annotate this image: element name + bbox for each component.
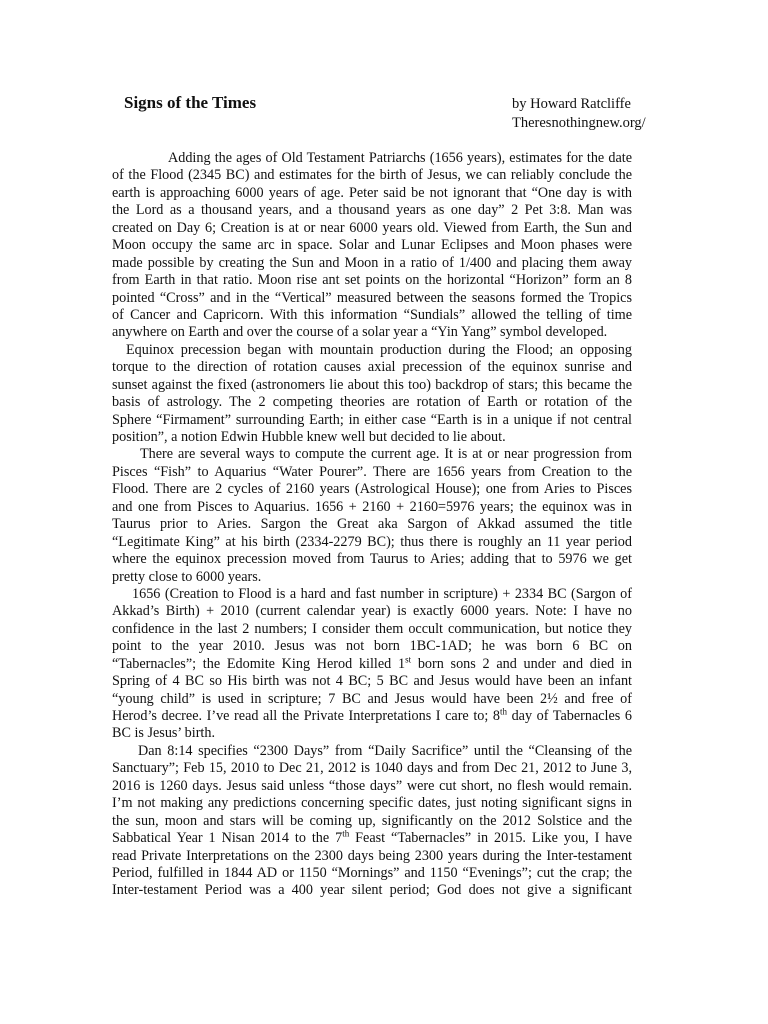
text-line: of Cancer and Capricorn. With this information “Sundials” allowed the telling of time [112,306,632,323]
text-line: sunset against the fixed (astronomers lie about this too) backdrop of stars; this became the [112,376,632,393]
text-line: confidence in the last 2 numbers; I consider them occult communication, but notice they [112,620,632,637]
text-line: “Legitimate King” at his birth (2334-2279 BC); thus there is roughly an 11 year period [112,533,632,550]
text-line: torque to the direction of rotation causes axial precession of the equinox sunrise and [112,359,632,376]
text-line: Flood. There are 2 cycles of 2160 years (Astrological House); one from Aries to Pisces [112,481,632,498]
text-line: 1656 (Creation to Flood is a hard and fast number in scripture) + 2334 BC (Sargon of [132,585,632,602]
text-line: basis of astrology. The 2 competing theories are rotation of Earth or rotation of the [112,394,632,411]
text-fragment: “Tabernacles”; the Edomite King Herod killed 1 [112,655,406,672]
text-line: earth is approaching 6000 years of age. Peter said be not ignorant that “One day is with [112,184,632,201]
text-line: Pisces “Fish” to Aquarius “Water Pourer”. There are 1656 years from Creation to the [112,463,632,480]
text-line: point to the year 2010. Jesus was not born 1BC-1AD; he was born 6 BC on [112,638,632,655]
text-line: Sanctuary”; Feb 15, 2010 to Dec 21, 2012 is 1040 days and from Dec 21, 2012 to June 3, [112,760,632,777]
text-line [112,653,632,673]
text-line: anywhere on Earth and over the course of a solar year a “Yin Yang” symbol developed. [112,324,608,341]
text-line [112,708,632,725]
text-line: Inter-testament Period was a 400 year silent period; God does not give a significant [112,882,632,899]
text-fragment: Feast “Tabernacles” in 2015. Like you, I have [349,830,632,847]
byline [512,95,646,133]
text-line: from Earth in that ratio. Moon rise ant set points on the horizontal “Horizon” form an 8 [112,272,632,289]
author-name: by Howard Ratcliffe [512,96,631,112]
ordinal-suffix: th [499,706,507,717]
text-line: 2016 is 1260 days. Jesus said unless “those days” were cut short, no flesh would remain. [112,777,632,794]
ordinal-suffix: st [405,653,412,664]
text-line [112,830,632,847]
text-line: Taurus prior to Aries. Sargon the Great aka Sargon of Akkad assumed the title [112,516,632,533]
text-line: created on Day 6; Creation is at or near 6000 years old. Viewed from Earth, the Sun and [112,219,632,236]
text-line: and one from Pisces to Aquarius. 1656 + 2160 + 2160=5976 years; the equinox was in [112,498,632,515]
text-line: the sun, moon and stars will be coming up, significantly on the 2012 Solstice and the [112,812,632,829]
text-fragment: Sabbatical Year 1 Nisan 2014 to the 7 [112,830,343,847]
text-line: Period, fulfilled in 1844 AD or 1150 “Mornings” and 1150 “Evenings”; cut the crap; the [112,864,632,881]
text-line: where the equinox precession moved from Taurus to Aries; adding that to 5976 we get [112,551,632,568]
text-line: Sphere “Firmament” surrounding Earth; in either case “Earth is in a unique if not central [112,411,632,428]
text-line: “young child” is used in scripture; 7 BC and Jesus would have been 2½ and free of [112,690,632,707]
ordinal-suffix: th [342,828,350,839]
text-fragment: Herod’s decree. I’ve read all the Private Interpretations I care to; 8 [112,708,500,724]
text-line: Dan 8:14 specifies “2300 Days” from “Daily Sacrifice” until the “Cleansing of the [138,742,632,759]
author-website: Theresnothingnew.org/ [512,115,646,131]
text-fragment: day of Tabernacles 6 [506,708,632,724]
text-line: Equinox precession began with mountain production during the Flood; an opposing [126,341,632,358]
text-line: Moon occupy the same arc in space. Solar and Lunar Eclipses and Moon phases were [112,237,632,254]
text-line: the Lord as a thousand years, and a thousand years as one day” 2 Pet 3:8. Man was [112,202,632,219]
text-line: Spring of 4 BC so His birth was not 4 BC; 5 BC and Jesus would have been an infant [112,673,632,690]
text-line: position”, a notion Edwin Hubble knew well but decided to lie about. [112,429,506,445]
document-title: Signs of the Times [124,93,257,112]
text-line: read Private Interpretations on the 2300 days being 2300 years during the Inter-testament [112,847,632,864]
text-line: Adding the ages of Old Testament Patriarchs (1656 years), estimates for the date [168,150,632,166]
text-line: I’m not making any predictions concerning specific dates, just noting significant signs in [112,795,632,812]
text-fragment: born sons 2 and under and died in [411,655,632,672]
text-line: pointed “Cross” and in the “Vertical” measured between the seasons formed the Tropics [112,289,632,306]
text-line: BC is Jesus’ birth. [112,725,215,742]
text-line: Akkad’s Birth) + 2010 (current calendar year) is exactly 6000 years. Note: I have no [112,603,632,620]
text-line: made possible by creating the Sun and Moon in a ratio of 1/400 and placing them away [112,254,632,271]
text-line: There are several ways to compute the current age. It is at or near progression from [140,446,632,463]
text-line: of the Flood (2345 BC) and estimates for the birth of Jesus, we can reliably conclude the [112,167,632,184]
text-line: pretty close to 6000 years. [112,568,262,585]
article-body [112,150,632,900]
